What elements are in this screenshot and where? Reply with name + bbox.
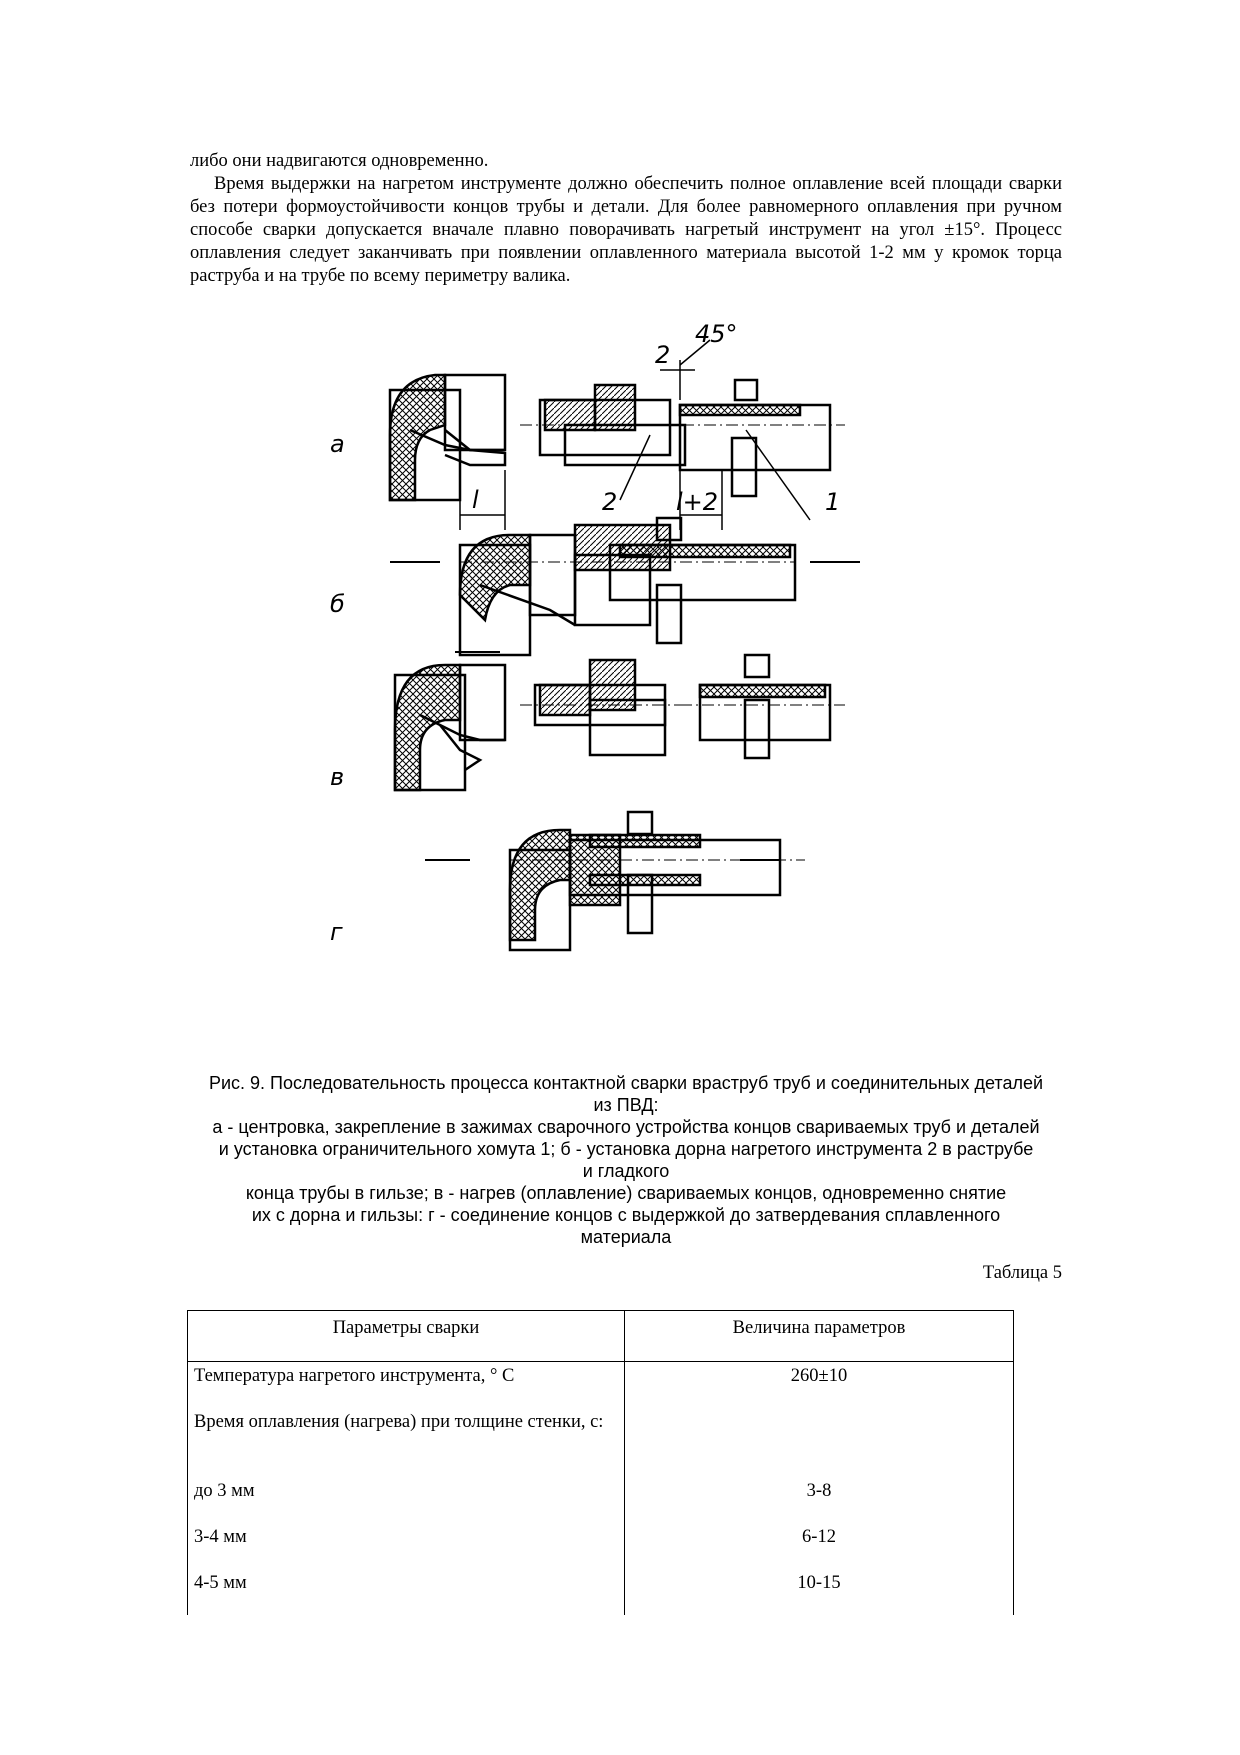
- label-v: в: [330, 763, 345, 791]
- welding-parameters-table: [187, 1310, 1014, 1615]
- param-cell: 4-5 мм: [188, 1569, 625, 1615]
- value-cell: 10-15: [625, 1569, 1014, 1615]
- label-l: l: [472, 486, 479, 514]
- param-cell: Время оплавления (нагрева) при толщине стенки, с:: [188, 1408, 625, 1477]
- table-row: [188, 1477, 1014, 1523]
- stage-a-elbow: [390, 375, 505, 530]
- caption-line-2: из ПВД:: [593, 1095, 659, 1115]
- caption-line-1: Рис. 9. Последовательность процесса контактной сварки враструб труб и соединительных деталей: [208, 1073, 1044, 1093]
- label-b: б: [330, 590, 345, 618]
- caption-line-7: их с дорна и гильзы: г - соединение концов с выдержкой до затвердевания сплавленного: [251, 1205, 1001, 1225]
- table-row: [188, 1569, 1014, 1615]
- stage-v-mandrel: [520, 660, 690, 755]
- value-cell: 6-12: [625, 1523, 1014, 1569]
- stage-g-joined: [425, 812, 805, 950]
- stage-v-elbow: [395, 652, 505, 790]
- column-header: Параметры сварки: [188, 1311, 625, 1362]
- table-row: [188, 1362, 1014, 1409]
- label-l-plus-2: l+2: [676, 488, 719, 516]
- label-1: 1: [825, 488, 841, 516]
- value-cell: [625, 1408, 1014, 1477]
- welding-process-figure: [330, 320, 910, 1060]
- paragraph-holding-time: Время выдержки на нагретом инструменте должно обеспечить полное оплавление всей площади сварки без потери формоустойчивости концов трубы и детали. Для более равномерного оплавления при ручном способе сварки допускается вначале плавно поворачивать нагретый инструмент на угол ±15°. Процесс оплавления следует заканчивать при появлении оплавленного материала высотой 1-2 мм у кромок торца раструба и на трубе по всему периметру валика.: [190, 174, 1062, 286]
- label-g: г: [330, 918, 343, 946]
- table-row: [188, 1523, 1014, 1569]
- caption-line-5: и гладкого: [582, 1161, 670, 1181]
- value-cell: 3-8: [625, 1477, 1014, 1523]
- stage-b-assembly: [390, 518, 860, 655]
- param-cell: до 3 мм: [188, 1477, 625, 1523]
- paragraph-continuation: либо они надвигаются одновременно.: [190, 151, 489, 171]
- figure-caption: [190, 1072, 1062, 1248]
- param-cell: 3-4 мм: [188, 1523, 625, 1569]
- stage-a-mandrel: [520, 385, 690, 500]
- table-header-row: [188, 1311, 1014, 1362]
- label-angle: 45°: [695, 320, 738, 348]
- label-2: 2: [602, 488, 618, 516]
- caption-line-8: материала: [580, 1227, 672, 1247]
- table-row: [188, 1408, 1014, 1477]
- param-cell: Температура нагретого инструмента, ° С: [188, 1362, 625, 1409]
- caption-line-4: и установка ограничительного хомута 1; б - установка дорна нагретого инструмента 2 в раструбе: [218, 1139, 1034, 1159]
- value-cell: 260±10: [625, 1362, 1014, 1409]
- table-label: Таблица 5: [982, 1263, 1062, 1283]
- label-dim-2: 2: [655, 341, 671, 369]
- caption-line-3: а - центровка, закрепление в зажимах сварочного устройства концов свариваемых труб и деталей: [212, 1117, 1040, 1137]
- stage-v-clamp: [680, 655, 845, 758]
- column-header: Величина параметров: [625, 1311, 1014, 1362]
- caption-line-6: конца трубы в гильзе; в - нагрев (оплавление) свариваемых концов, одновременно снятие: [245, 1183, 1007, 1203]
- label-a: а: [330, 430, 345, 458]
